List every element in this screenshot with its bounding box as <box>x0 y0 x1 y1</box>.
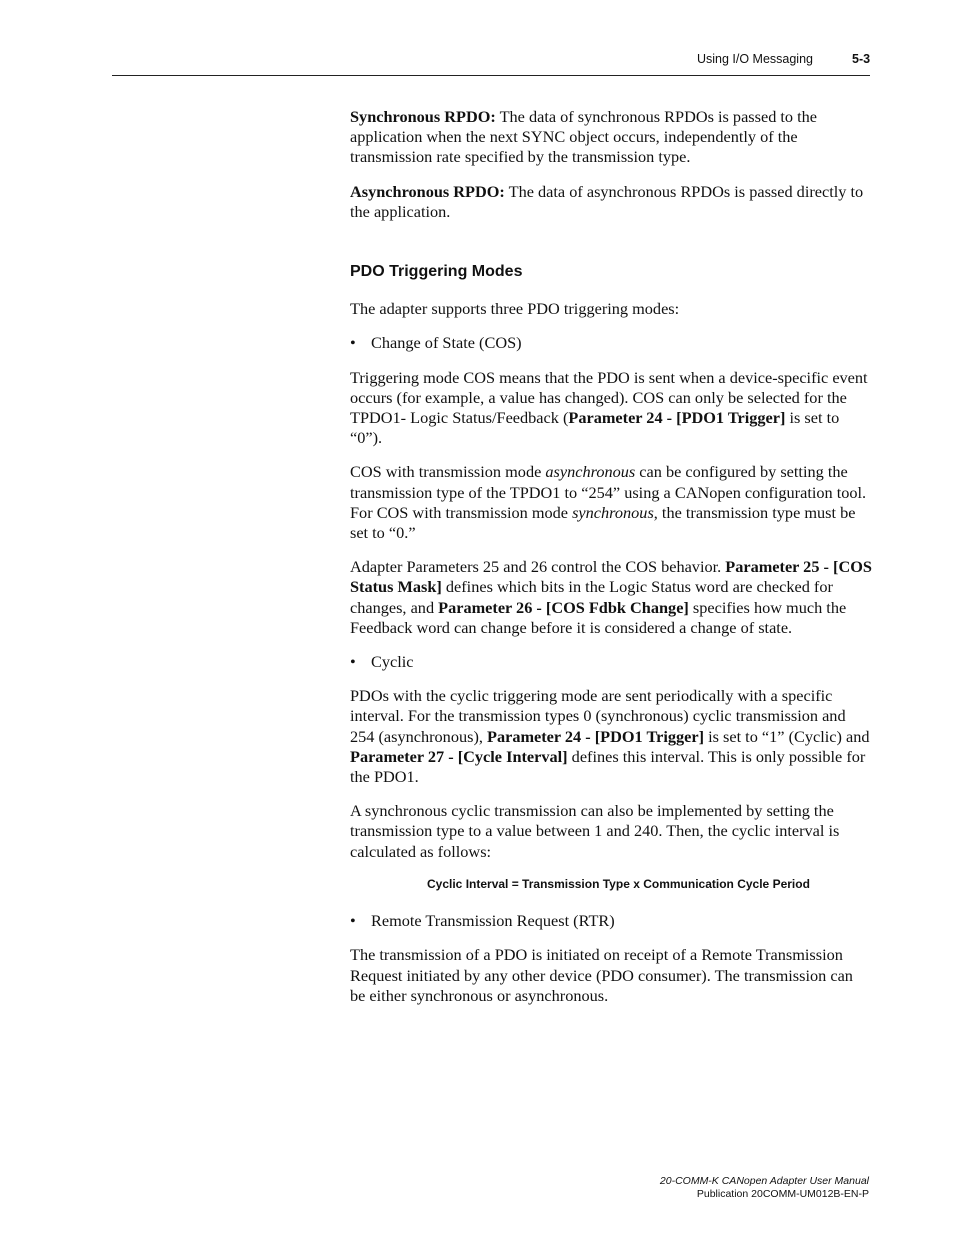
cyclic-p1-param-27: Parameter 27 - [Cycle Interval] <box>350 746 568 766</box>
cyclic-paragraph-1 <box>350 686 872 787</box>
footer-publication: Publication 20COMM-UM012B-EN-P <box>696 1188 869 1200</box>
cos-p2-italic-a: asynchronous <box>545 462 636 482</box>
cos-paragraph-2 <box>350 462 872 543</box>
footer-manual-title: 20-COMM-K CANopen Adapter User Manual <box>659 1175 869 1187</box>
cyclic-paragraph-2: A synchronous cyclic transmission can also be implemented by setting the transmission type to a value between 1 and 240. Then, the cyclic interval is calculated as follows: <box>350 801 840 861</box>
intro-paragraph: The adapter supports three PDO triggering modes: <box>350 299 680 319</box>
bullet-cos <box>350 333 872 353</box>
page-footer <box>660 1175 869 1201</box>
cos-p3-param-26: Parameter 26 - [COS Fdbk Change] <box>438 597 689 617</box>
sync-rpdo-label: Synchronous RPDO: <box>350 107 496 126</box>
cos-paragraph-1 <box>350 368 872 449</box>
section-heading: PDO Triggering Modes <box>350 263 523 281</box>
cos-p3-text-c: specifies how much the Feedback word can change before it is considered a change of state. <box>350 597 847 637</box>
bullet-rtr <box>350 911 872 931</box>
cyclic-p1-text-b: is set to “1” (Cyclic) and <box>704 726 870 746</box>
cyclic-p1-text-c: defines this interval. This is only possible for the PDO1. <box>350 746 866 787</box>
bullet-cyclic <box>350 652 872 672</box>
rtr-paragraph: The transmission of a PDO is initiated on receipt of a Remote Transmission Request initiated by any other device (PDO consumer). The transmission can be either synchronous or asynchronous. <box>350 945 853 1005</box>
sync-rpdo-text: The data of synchronous RPDOs is passed to the application when the next SYNC object occurs, independently of the transmission rate specified by the transmission type. <box>350 107 818 167</box>
async-rpdo-text: The data of asynchronous RPDOs is passed directly to the application. <box>350 181 864 221</box>
cos-p2-text-c: , the transmission type must be set to “0.” <box>350 502 856 543</box>
cyclic-interval-formula: Cyclic Interval = Transmission Type x Communication Cycle Period <box>427 876 810 891</box>
bullet-cyclic-title: Cyclic <box>371 652 414 672</box>
async-rpdo-label: Asynchronous RPDO: <box>350 181 505 201</box>
bullet-dot: • <box>350 652 356 672</box>
sync-rpdo-paragraph <box>350 107 872 168</box>
cos-p3-text-a: Adapter Parameters 25 and 26 control the COS behavior. <box>350 557 726 577</box>
bullet-rtr-title: Remote Transmission Request (RTR) <box>371 911 615 931</box>
page-number: 5-3 <box>852 52 871 66</box>
cos-p1-text-b: is set to “0”). <box>350 408 840 448</box>
header-rule <box>112 75 870 76</box>
cos-p2-italic-b: synchronous <box>572 502 654 522</box>
bullet-cos-title: Change of State (COS) <box>371 333 522 353</box>
bullet-dot: • <box>350 911 356 931</box>
page-body <box>350 107 872 1020</box>
cos-p3-param-25: Parameter 25 - [COS Status Mask] <box>350 557 872 597</box>
cos-p1-text-a: Triggering mode COS means that the PDO is sent when a device-specific event occurs (for example, a value has changed). COS can only be selected for the TPDO1- Logic Status/Feedback ( <box>350 367 868 428</box>
running-header-title: Using I/O Messaging <box>696 52 813 66</box>
cyclic-p1-text-a: PDOs with the cyclic triggering mode are sent periodically with a specific interval. For the transmission types 0 (synchronous) cyclic transmission and 254 (asynchronous), <box>350 686 846 746</box>
cos-p3-text-b: defines which bits in the Logic Status word are checked for changes, and <box>350 577 833 617</box>
bullet-dot: • <box>350 333 356 353</box>
cos-p1-param: Parameter 24 - [PDO1 Trigger] <box>568 408 786 428</box>
async-rpdo-paragraph <box>350 182 872 222</box>
cos-p2-text-b: can be configured by setting the transmission type of the TPDO1 to “254” using a CANopen configuration tool. For COS with transmission mode <box>350 462 867 522</box>
cos-p2-text-a: COS with transmission mode <box>350 462 546 482</box>
cyclic-p1-param-24: Parameter 24 - [PDO1 Trigger] <box>487 726 705 746</box>
cos-paragraph-3 <box>350 557 872 638</box>
